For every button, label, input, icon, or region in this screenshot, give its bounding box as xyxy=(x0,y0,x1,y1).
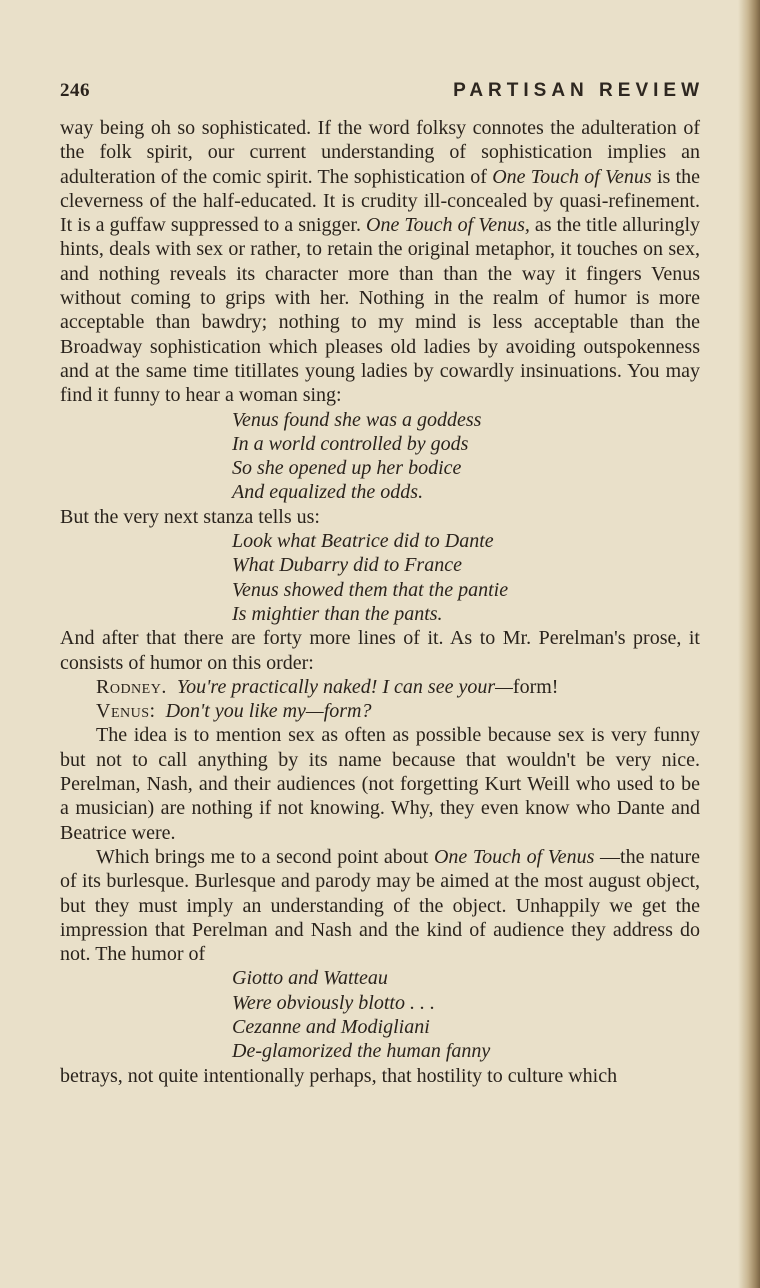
paragraph-2: The idea is to mention sex as often as possible because sex is very funny but not to call anything by its name because that wouldn't be very nice. Perelman, Nash, and their audiences (not forgetting Kurt Weill who used to be a musician) are nothing if not knowing. Why, they even know who Dante and Beatrice were. xyxy=(60,724,700,844)
dialogue-italic: Don't you like my—form? xyxy=(165,700,372,723)
title-reference: One Touch of Venus xyxy=(433,845,595,868)
running-head: PARTISAN REVIEW xyxy=(453,80,704,101)
paragraph-1-text-b: is the cleverness of the half-educated. It is crudity ill-concealed by quasi-refinement. It is a guffaw suppressed to a snigger. xyxy=(60,165,701,237)
verse-line: Giotto and Watteau xyxy=(232,967,388,990)
verse-line: Were obviously blotto . . . xyxy=(232,991,435,1014)
bridge-line-1: But the very next stanza tells us: xyxy=(60,505,320,528)
page-edge-shadow xyxy=(738,0,760,1288)
verse-line: Venus showed them that the pantie xyxy=(232,578,509,601)
paragraph-1 xyxy=(60,116,700,408)
verse-line: De-glamorized the human fanny xyxy=(232,1040,491,1063)
verse-quote-2 xyxy=(60,529,700,626)
dialogue-roman: form! xyxy=(512,675,559,698)
paragraph-1-text-a: way being oh so sophisticated. If the word folksy connotes the adulteration of the folk spirit, our current understanding of sophistication implies an adulteration of the comic spirit. The sophistication of xyxy=(60,117,700,188)
speaker-name: Venus: xyxy=(96,700,156,723)
paragraph-1-text-c: as the title alluringly hints, deals with sex or rather, to retain the original metaphor, it touches on sex, and nothing reveals its character more than than the way it fingers Venus without coming to grips with her. Nothing in the realm of humor is more acceptable than bawdry; nothing to my mind is less acceptable than the Broadway sophistication which pleases old ladies by avoiding outspokenness and at the same time titillates young ladies by cowardly insinuations. You may find it funny to hear a woman sing: xyxy=(60,214,701,407)
dialogue-line-rodney xyxy=(60,675,700,699)
verse-quote-1 xyxy=(60,408,700,505)
dialogue-line-venus xyxy=(60,699,700,723)
title-reference: One Touch of Venus xyxy=(492,165,652,188)
verse-line: So she opened up her bodice xyxy=(232,457,462,480)
verse-line: What Dubarry did to France xyxy=(232,554,462,577)
page-header xyxy=(60,80,704,116)
verse-line: Venus found she was a goddess xyxy=(232,408,482,431)
verse-line: Is mightier than the pants. xyxy=(232,602,443,625)
paragraph-3 xyxy=(60,845,700,966)
verse-quote-3 xyxy=(60,966,700,1063)
verse-line: And equalized the odds. xyxy=(232,481,424,504)
book-page xyxy=(60,80,704,1088)
verse-line: Cezanne and Modigliani xyxy=(232,1015,430,1038)
dialogue-italic: You're practically naked! I can see your— xyxy=(176,675,513,698)
closing-line: betrays, not quite intentionally perhaps, that hostility to culture which xyxy=(60,1064,618,1087)
verse-line: In a world controlled by gods xyxy=(232,432,469,455)
article-body xyxy=(60,116,700,1088)
page-number: 246 xyxy=(60,80,90,101)
speaker-name: Rodney. xyxy=(96,675,167,698)
verse-line: Look what Beatrice did to Dante xyxy=(232,530,494,553)
paragraph-3-text-a: Which brings me to a second point about xyxy=(96,845,434,868)
paragraph-3-text-b: —the nature of its burlesque. Burlesque and parody may be aimed at the most august object, but they must imply an understanding of the object. Unhappily we get the impression that Perelman and Nash and the kind of audience they address do not. The humor of xyxy=(60,845,701,966)
bridge-paragraph-2: And after that there are forty more lines of it. As to Mr. Perelman's prose, it consists of humor on this order: xyxy=(60,627,700,674)
title-reference: One Touch of Venus, xyxy=(366,214,530,237)
